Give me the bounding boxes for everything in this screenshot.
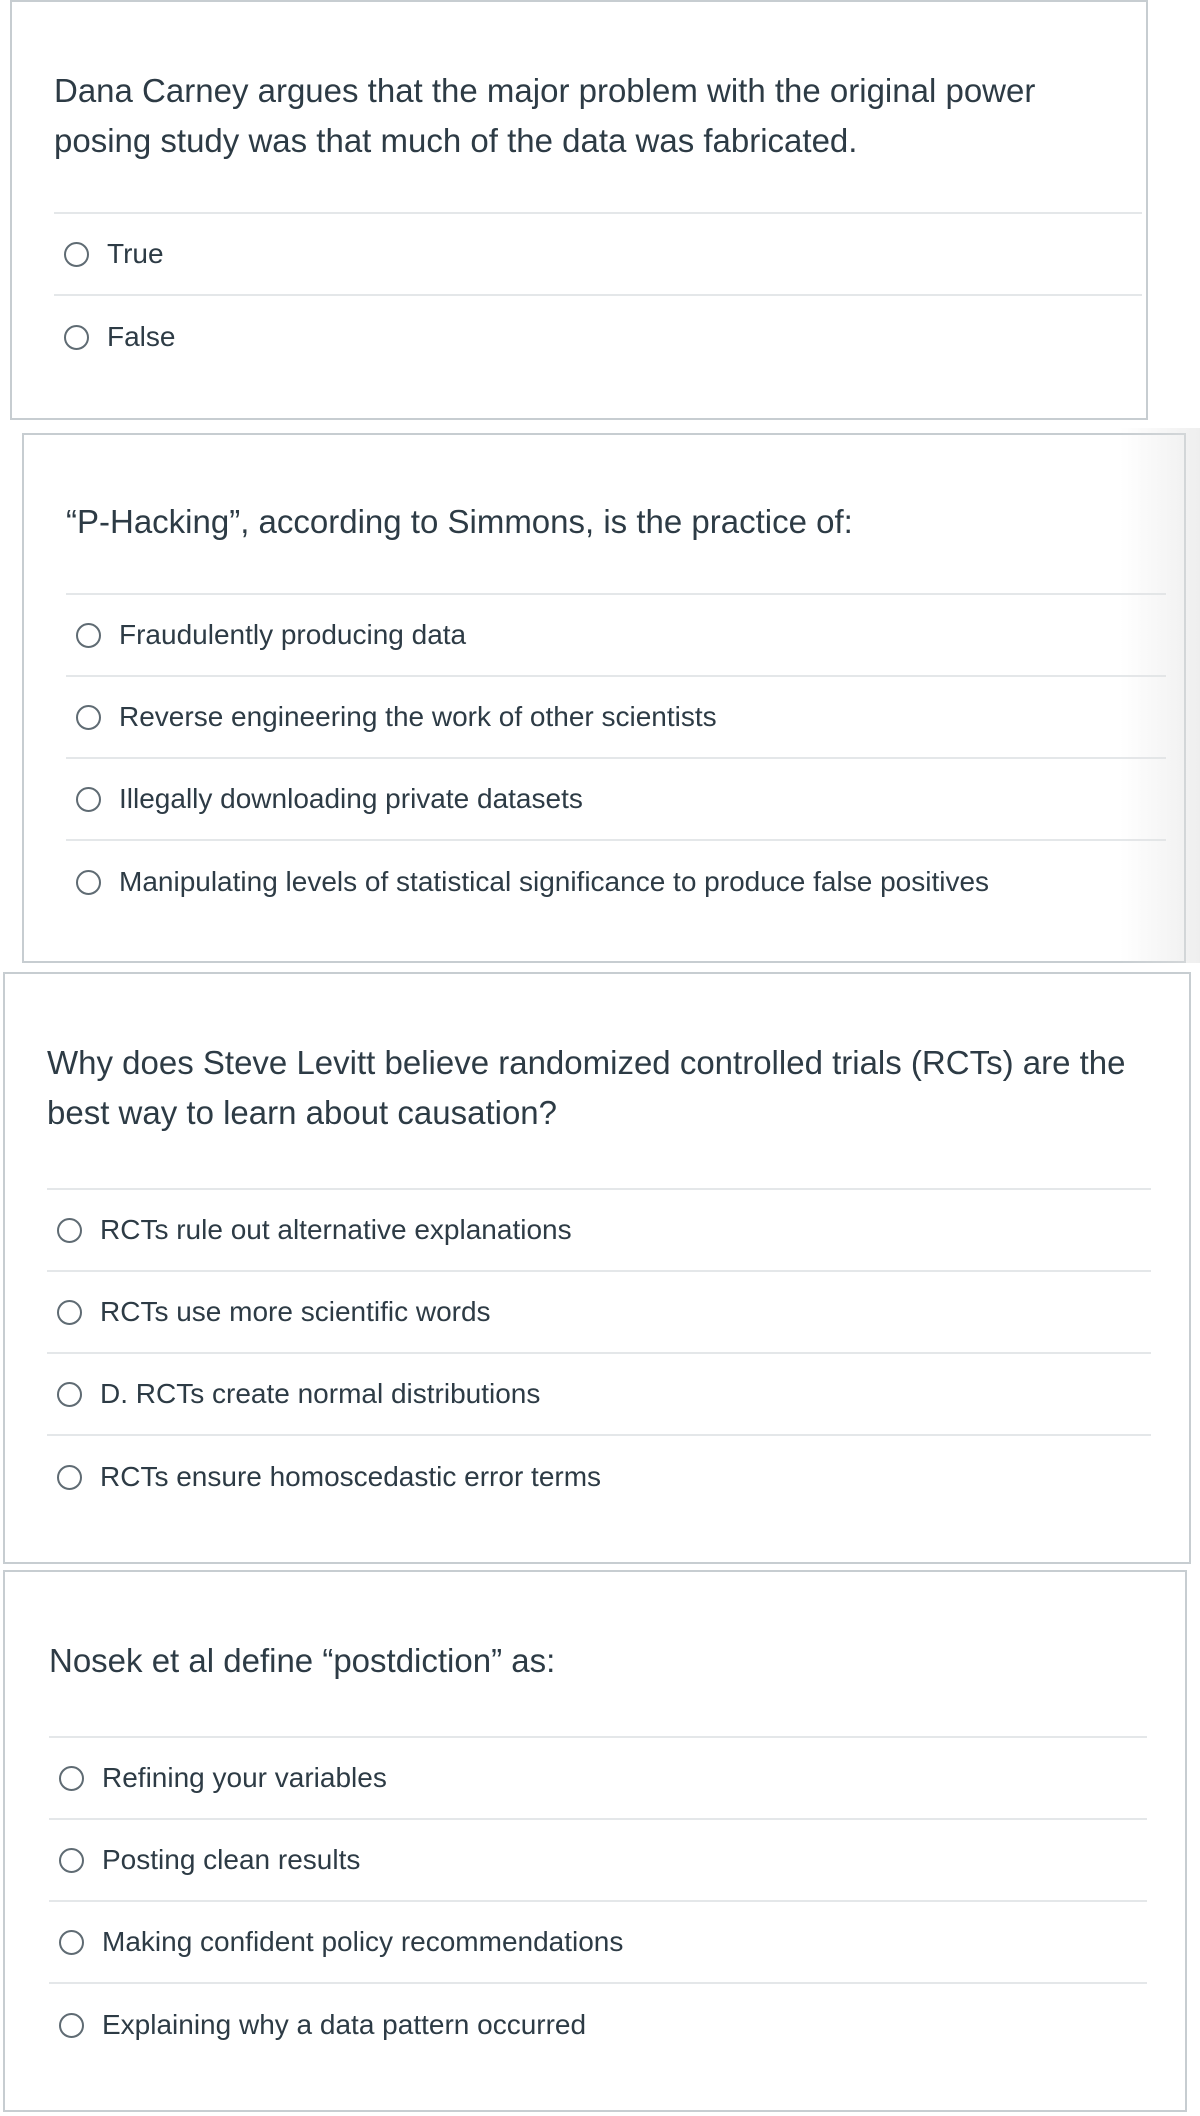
radio-button[interactable] — [59, 2013, 84, 2038]
answer-list — [49, 1736, 1147, 2066]
answer-option[interactable] — [66, 595, 1166, 677]
radio-button[interactable] — [57, 1465, 82, 1490]
radio-button[interactable] — [76, 623, 101, 648]
answer-option[interactable] — [66, 677, 1166, 759]
question-text: Dana Carney argues that the major problem with the original power posing study was that much of the data was fabricated. — [54, 72, 1036, 159]
answer-label: Posting clean results — [102, 1844, 361, 1875]
answer-label: Explaining why a data pattern occurred — [102, 2009, 587, 2040]
radio-button[interactable] — [76, 705, 101, 730]
radio-button[interactable] — [76, 870, 101, 895]
question-card-4 — [3, 1570, 1187, 2112]
radio-button[interactable] — [57, 1382, 82, 1407]
answer-label: RCTs ensure homoscedastic error terms — [100, 1461, 602, 1492]
question-card-1 — [10, 0, 1148, 420]
question-text: Why does Steve Levitt believe randomized controlled trials (RCTs) are the best way to learn about causation? — [47, 1044, 1126, 1131]
answer-label: Illegally downloading private datasets — [119, 783, 583, 814]
radio-button[interactable] — [57, 1300, 82, 1325]
answer-label: D. RCTs create normal distributions — [100, 1378, 541, 1409]
answer-option[interactable] — [49, 1984, 1147, 2066]
answer-option[interactable] — [47, 1354, 1151, 1436]
question-card-3 — [3, 972, 1191, 1564]
radio-button[interactable] — [64, 242, 89, 267]
answer-option[interactable] — [66, 841, 1166, 923]
answer-label: RCTs rule out alternative explanations — [100, 1214, 572, 1245]
answer-label: Manipulating levels of statistical significance to produce false positives — [119, 866, 990, 897]
answer-label: RCTs use more scientific words — [100, 1296, 491, 1327]
answer-option[interactable] — [49, 1738, 1147, 1820]
answer-label: Refining your variables — [102, 1762, 387, 1793]
answer-list — [54, 212, 1142, 378]
answer-label: Reverse engineering the work of other scientists — [119, 701, 717, 732]
question-card-2 — [22, 433, 1186, 963]
radio-button[interactable] — [76, 787, 101, 812]
answer-option[interactable] — [66, 759, 1166, 841]
answer-list — [66, 593, 1166, 923]
question-text: Nosek et al define “postdiction” as: — [49, 1642, 556, 1679]
question-text: “P-Hacking”, according to Simmons, is the practice of: — [66, 503, 853, 540]
answer-label: True — [107, 238, 164, 269]
answer-option[interactable] — [49, 1820, 1147, 1902]
answer-label: Making confident policy recommendations — [102, 1926, 624, 1957]
radio-button[interactable] — [64, 325, 89, 350]
answer-option[interactable] — [47, 1190, 1151, 1272]
answer-label: False — [107, 321, 176, 352]
answer-option[interactable] — [47, 1272, 1151, 1354]
radio-button[interactable] — [59, 1766, 84, 1791]
answer-option[interactable] — [54, 214, 1142, 296]
radio-button[interactable] — [59, 1930, 84, 1955]
answer-label: Fraudulently producing data — [119, 619, 467, 650]
answer-option[interactable] — [47, 1436, 1151, 1518]
answer-option[interactable] — [49, 1902, 1147, 1984]
answer-option[interactable] — [54, 296, 1142, 378]
answer-list — [47, 1188, 1151, 1518]
radio-button[interactable] — [57, 1218, 82, 1243]
radio-button[interactable] — [59, 1848, 84, 1873]
